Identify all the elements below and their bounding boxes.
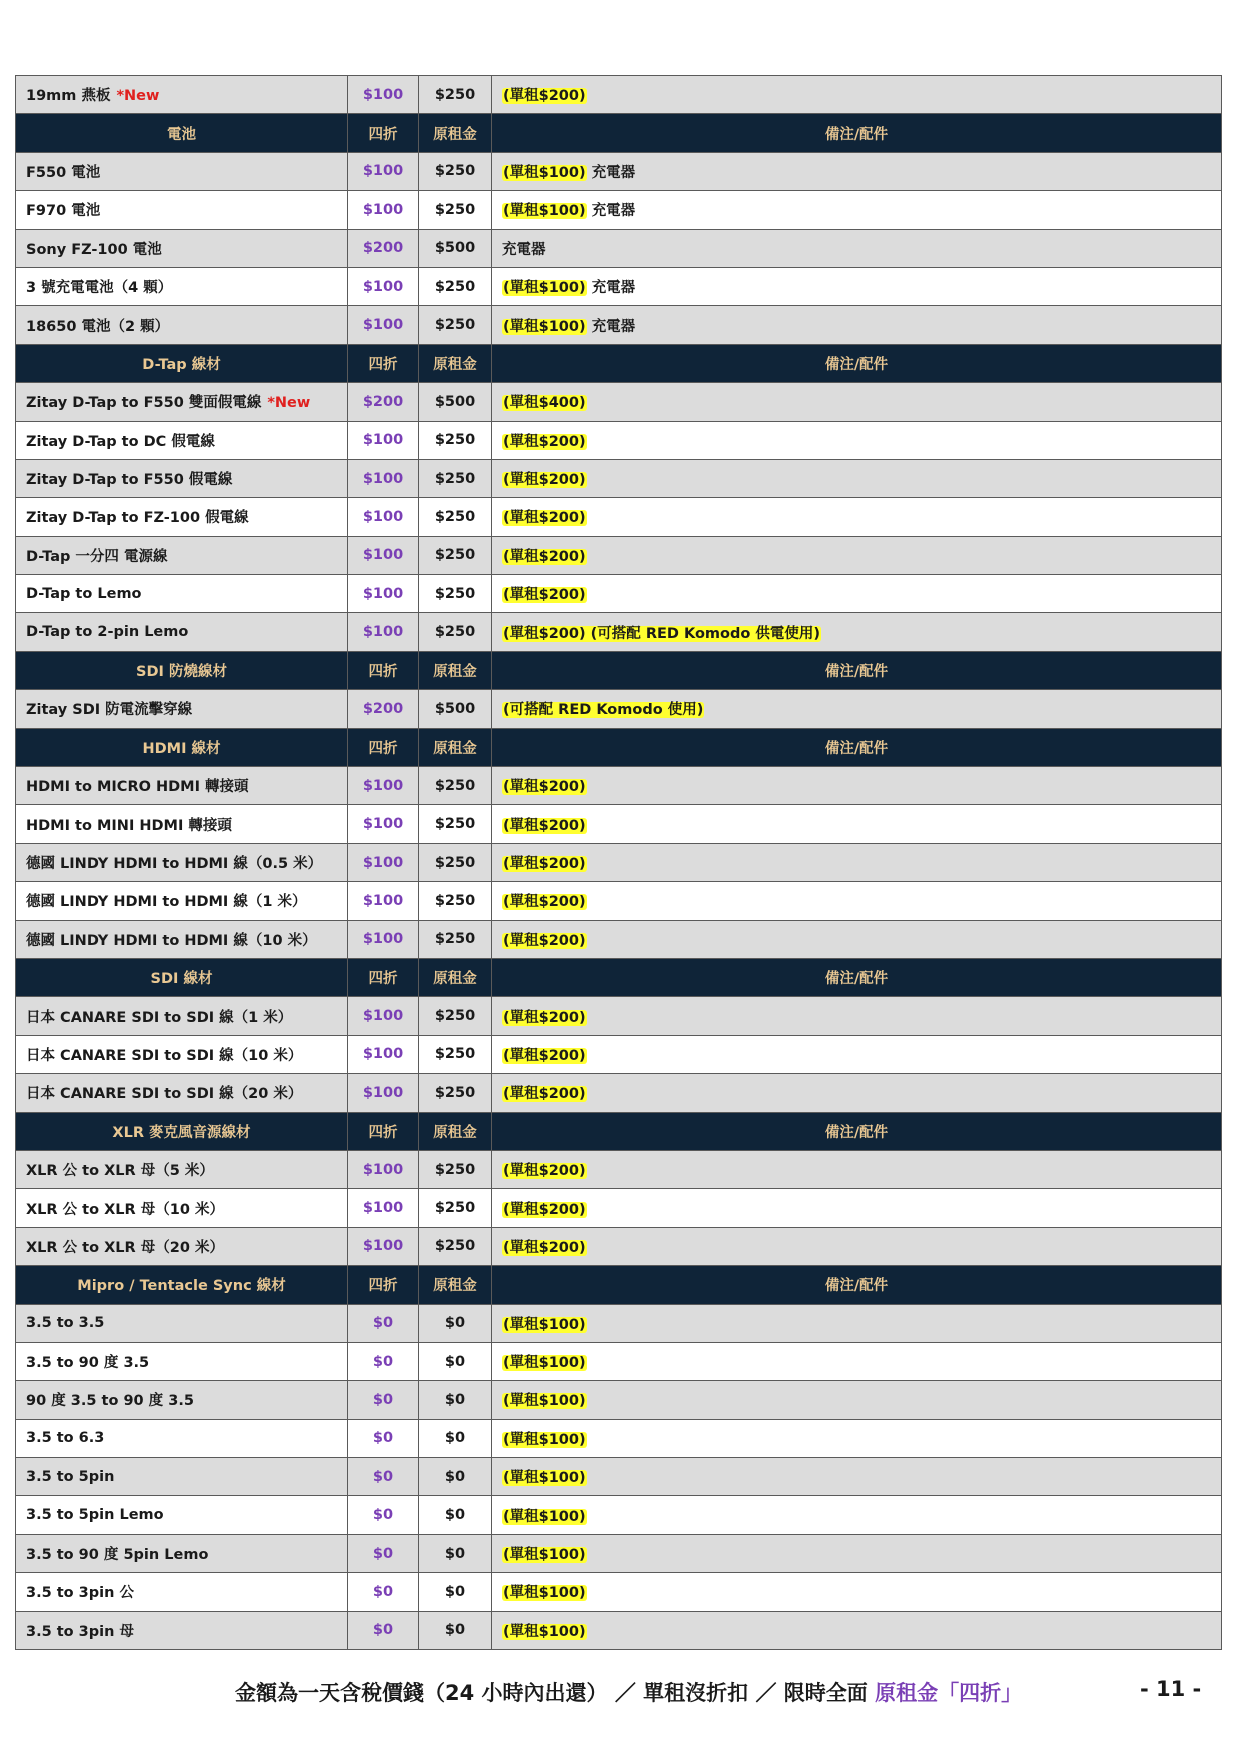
item-name (16, 1074, 348, 1112)
item-name (16, 997, 348, 1035)
single-rent-price: (單租$200) (503, 548, 586, 565)
footer-text: 金額為一天含稅價錢（24 小時內出還） ／ 單租沒折扣 ／ 限時全面 (235, 1681, 868, 1705)
single-rent-price: (單租$100) (503, 1585, 586, 1602)
notes-cell (492, 843, 1222, 881)
column-header-notes: 備注/配件 (492, 728, 1222, 766)
single-rent-price: (單租$400) (503, 395, 586, 412)
single-rent-price: (可搭配 RED Komodo 使用) (503, 702, 704, 719)
table-row (16, 843, 1222, 881)
item-name-text: 90 度 3.5 to 90 度 3.5 (26, 1393, 194, 1410)
notes-cell (492, 498, 1222, 536)
section-title: D-Tap 線材 (16, 344, 348, 382)
item-name (16, 191, 348, 229)
item-name (16, 1150, 348, 1188)
discount-price: $100 (348, 459, 419, 497)
discount-price: $100 (348, 882, 419, 920)
item-name-text: Zitay D-Tap to DC 假電線 (26, 433, 215, 450)
item-name (16, 306, 348, 344)
table-row (16, 1342, 1222, 1380)
single-rent-price: (單租$200) (503, 88, 586, 105)
discount-price: $100 (348, 1150, 419, 1188)
original-price: $250 (419, 575, 492, 613)
discount-price: $0 (348, 1419, 419, 1457)
original-price: $250 (419, 767, 492, 805)
section-header-row (16, 651, 1222, 689)
notes-cell (492, 1150, 1222, 1188)
item-name-text: 3.5 to 3pin 公 (26, 1585, 134, 1602)
notes-cell (492, 1227, 1222, 1265)
discount-price: $100 (348, 613, 419, 651)
new-badge: *New (116, 88, 160, 105)
notes-cell (492, 1342, 1222, 1380)
notes-cell (492, 1496, 1222, 1534)
item-name-text: XLR 公 to XLR 母（5 米） (26, 1163, 214, 1180)
single-rent-price: (單租$200) (503, 587, 586, 604)
original-price: $0 (419, 1611, 492, 1649)
notes-cell (492, 1035, 1222, 1073)
table-row (16, 1227, 1222, 1265)
single-rent-price: (單租$200) (503, 433, 586, 450)
table-row (16, 459, 1222, 497)
table-row (16, 1458, 1222, 1496)
notes-cell (492, 1534, 1222, 1572)
new-badge: *New (267, 395, 311, 412)
single-rent-price: (單租$200) (503, 856, 586, 872)
column-header-notes: 備注/配件 (492, 344, 1222, 382)
table-row (16, 805, 1222, 843)
discount-price: $200 (348, 383, 419, 421)
original-price: $0 (419, 1304, 492, 1342)
table-row (16, 536, 1222, 574)
table-row (16, 383, 1222, 421)
single-rent-price: (單租$200) (503, 932, 586, 949)
discount-price: $0 (348, 1534, 419, 1572)
column-header-discount: 四折 (348, 1266, 419, 1304)
item-name-text: 3.5 to 6.3 (26, 1430, 105, 1447)
page-footer (0, 1677, 1240, 1707)
discount-price: $100 (348, 575, 419, 613)
single-rent-price: (單租$200) (503, 1163, 586, 1180)
table-row (16, 152, 1222, 190)
table-row (16, 1381, 1222, 1419)
footer-note (235, 1677, 1022, 1707)
item-name-text: 3.5 to 90 度 3.5 (26, 1355, 150, 1372)
column-header-notes: 備注/配件 (492, 1112, 1222, 1150)
notes-cell (492, 1573, 1222, 1611)
discount-price: $0 (348, 1304, 419, 1342)
notes-cell (492, 613, 1222, 651)
notes-cell (492, 690, 1222, 728)
column-header-original: 原租金 (419, 114, 492, 152)
discount-price: $100 (348, 76, 419, 114)
original-price: $250 (419, 1074, 492, 1112)
column-header-notes: 備注/配件 (492, 114, 1222, 152)
item-name-text: 3 號充電電池（4 顆） (26, 280, 173, 297)
notes-cell (492, 1074, 1222, 1112)
table-row (16, 1496, 1222, 1534)
table-row (16, 575, 1222, 613)
item-name (16, 76, 348, 114)
table-row (16, 76, 1222, 114)
item-name-text: D-Tap 一分四 電源線 (26, 548, 168, 565)
table-row (16, 1035, 1222, 1073)
table-row (16, 882, 1222, 920)
rental-price-table (15, 75, 1222, 1650)
table-row (16, 1189, 1222, 1227)
item-name (16, 536, 348, 574)
original-price: $250 (419, 536, 492, 574)
original-price: $0 (419, 1573, 492, 1611)
table-row (16, 498, 1222, 536)
original-price: $0 (419, 1381, 492, 1419)
column-header-original: 原租金 (419, 958, 492, 996)
discount-price: $100 (348, 152, 419, 190)
discount-price: $0 (348, 1458, 419, 1496)
table-row (16, 229, 1222, 267)
section-header-row (16, 344, 1222, 382)
item-name-text: Zitay D-Tap to F550 假電線 (26, 472, 233, 489)
item-name (16, 1611, 348, 1649)
single-rent-price: (單租$100) (503, 1316, 586, 1333)
single-rent-price: (單租$100) (503, 164, 586, 181)
section-header-row (16, 728, 1222, 766)
single-rent-price: (單租$200) (503, 779, 586, 796)
discount-price: $100 (348, 1074, 419, 1112)
notes-cell (492, 1381, 1222, 1419)
item-name (16, 613, 348, 651)
notes-cell (492, 267, 1222, 305)
section-header-row (16, 114, 1222, 152)
notes-cell (492, 1458, 1222, 1496)
section-title: SDI 防燒線材 (16, 651, 348, 689)
table-row (16, 1074, 1222, 1112)
discount-price: $100 (348, 1035, 419, 1073)
accessory-note: 充電器 (591, 318, 636, 335)
discount-price: $0 (348, 1381, 419, 1419)
item-name (16, 1534, 348, 1572)
item-name-text: XLR 公 to XLR 母（20 米） (26, 1239, 224, 1256)
notes-cell (492, 805, 1222, 843)
original-price: $250 (419, 613, 492, 651)
item-name-text: 日本 CANARE SDI to SDI 線（1 米） (26, 1009, 293, 1026)
discount-price: $100 (348, 536, 419, 574)
item-name (16, 1304, 348, 1342)
single-rent-price: (單租$200) (503, 510, 586, 527)
original-price: $0 (419, 1534, 492, 1572)
table-row (16, 1419, 1222, 1457)
column-header-discount: 四折 (348, 114, 419, 152)
table-row (16, 1573, 1222, 1611)
single-rent-price: (單租$200) (503, 1047, 586, 1064)
table-row (16, 690, 1222, 728)
original-price: $250 (419, 76, 492, 114)
item-name-text: F970 電池 (26, 203, 101, 220)
notes-cell (492, 191, 1222, 229)
column-header-discount: 四折 (348, 1112, 419, 1150)
footer-promo: 原租金「四折」 (875, 1681, 1023, 1705)
item-name (16, 767, 348, 805)
item-name-text: 3.5 to 5pin (26, 1468, 115, 1485)
original-price: $250 (419, 152, 492, 190)
table-row (16, 1150, 1222, 1188)
notes-cell (492, 1304, 1222, 1342)
accessory-note: 充電器 (502, 241, 546, 258)
original-price: $0 (419, 1496, 492, 1534)
discount-price: $100 (348, 267, 419, 305)
discount-price: $200 (348, 229, 419, 267)
item-name (16, 229, 348, 267)
item-name-text: 德國 LINDY HDMI to HDMI 線（10 米） (26, 932, 317, 949)
single-rent-price: (單租$100) (503, 1623, 586, 1640)
section-header-row (16, 1266, 1222, 1304)
table-row (16, 1534, 1222, 1572)
item-name-text: F550 電池 (26, 164, 101, 181)
original-price: $0 (419, 1342, 492, 1380)
notes-cell (492, 1189, 1222, 1227)
accessory-note: 充電器 (591, 203, 636, 220)
discount-price: $100 (348, 843, 419, 881)
section-title: SDI 線材 (16, 958, 348, 996)
section-header-row (16, 1112, 1222, 1150)
item-name-text: 日本 CANARE SDI to SDI 線（10 米） (26, 1047, 303, 1064)
notes-cell (492, 1419, 1222, 1457)
discount-price: $0 (348, 1573, 419, 1611)
discount-price: $100 (348, 805, 419, 843)
item-name (16, 1035, 348, 1073)
notes-cell (492, 920, 1222, 958)
single-rent-price: (單租$200) (503, 1239, 586, 1256)
section-title: Mipro / Tentacle Sync 線材 (16, 1266, 348, 1304)
table-row (16, 1611, 1222, 1649)
item-name-text: 3.5 to 3.5 (26, 1315, 105, 1332)
section-title: 電池 (16, 114, 348, 152)
item-name (16, 1573, 348, 1611)
original-price: $500 (419, 690, 492, 728)
item-name-text: HDMI to MICRO HDMI 轉接頭 (26, 779, 249, 796)
item-name-text: 18650 電池（2 顆） (26, 318, 170, 335)
original-price: $500 (419, 229, 492, 267)
table-row (16, 267, 1222, 305)
column-header-original: 原租金 (419, 1266, 492, 1304)
single-rent-price: (單租$200) (503, 894, 586, 911)
item-name-text: 3.5 to 90 度 5pin Lemo (26, 1547, 209, 1564)
notes-cell (492, 1611, 1222, 1649)
item-name (16, 1496, 348, 1534)
column-header-discount: 四折 (348, 958, 419, 996)
column-header-notes: 備注/配件 (492, 1266, 1222, 1304)
item-name (16, 421, 348, 459)
single-rent-price: (單租$200) (可搭配 RED Komodo 供電使用) (503, 625, 821, 642)
notes-cell (492, 997, 1222, 1035)
notes-cell (492, 767, 1222, 805)
discount-price: $100 (348, 767, 419, 805)
notes-cell (492, 459, 1222, 497)
item-name-text: D-Tap to 2-pin Lemo (26, 624, 189, 641)
accessory-note: 充電器 (591, 280, 636, 297)
item-name (16, 690, 348, 728)
original-price: $500 (419, 383, 492, 421)
column-header-discount: 四折 (348, 728, 419, 766)
table-row (16, 767, 1222, 805)
discount-price: $100 (348, 498, 419, 536)
single-rent-price: (單租$100) (503, 1470, 586, 1487)
single-rent-price: (單租$100) (503, 318, 586, 335)
accessory-note: 充電器 (591, 164, 636, 181)
single-rent-price: (單租$200) (503, 472, 586, 489)
column-header-discount: 四折 (348, 344, 419, 382)
item-name (16, 459, 348, 497)
discount-price: $0 (348, 1611, 419, 1649)
original-price: $250 (419, 1227, 492, 1265)
notes-cell (492, 229, 1222, 267)
discount-price: $100 (348, 997, 419, 1035)
item-name-text: 3.5 to 5pin Lemo (26, 1507, 164, 1524)
original-price: $250 (419, 997, 492, 1035)
notes-cell (492, 536, 1222, 574)
discount-price: $100 (348, 1227, 419, 1265)
original-price: $250 (419, 191, 492, 229)
item-name-text: Zitay SDI 防電流擊穿線 (26, 702, 193, 719)
item-name (16, 575, 348, 613)
item-name (16, 1227, 348, 1265)
original-price: $250 (419, 920, 492, 958)
table-row (16, 613, 1222, 651)
item-name-text: 3.5 to 3pin 母 (26, 1623, 134, 1640)
discount-price: $100 (348, 1189, 419, 1227)
discount-price: $200 (348, 690, 419, 728)
item-name (16, 920, 348, 958)
item-name (16, 1419, 348, 1457)
column-header-original: 原租金 (419, 651, 492, 689)
table-row (16, 920, 1222, 958)
item-name (16, 1458, 348, 1496)
item-name-text: Zitay D-Tap to FZ-100 假電線 (26, 510, 249, 527)
notes-cell (492, 306, 1222, 344)
page-number: - 11 - (1140, 1677, 1202, 1701)
notes-cell (492, 152, 1222, 190)
single-rent-price: (單租$100) (503, 1431, 586, 1448)
table-row (16, 1304, 1222, 1342)
original-price: $250 (419, 1150, 492, 1188)
single-rent-price: (單租$100) (503, 1393, 586, 1410)
item-name (16, 1381, 348, 1419)
item-name-text: HDMI to MINI HDMI 轉接頭 (26, 817, 232, 834)
item-name (16, 805, 348, 843)
discount-price: $100 (348, 191, 419, 229)
original-price: $250 (419, 882, 492, 920)
table-row (16, 306, 1222, 344)
item-name-text: Zitay D-Tap to F550 雙面假電線 (26, 395, 262, 412)
original-price: $250 (419, 1189, 492, 1227)
item-name (16, 267, 348, 305)
item-name-text: 19mm 燕板 (26, 88, 111, 105)
item-name (16, 1342, 348, 1380)
discount-price: $0 (348, 1342, 419, 1380)
item-name-text: XLR 公 to XLR 母（10 米） (26, 1201, 224, 1218)
single-rent-price: (單租$200) (503, 817, 586, 834)
table-row (16, 191, 1222, 229)
item-name (16, 383, 348, 421)
item-name-text: Sony FZ-100 電池 (26, 241, 162, 258)
original-price: $250 (419, 498, 492, 536)
notes-cell (492, 882, 1222, 920)
single-rent-price: (單租$100) (503, 1355, 586, 1372)
original-price: $250 (419, 459, 492, 497)
notes-cell (492, 383, 1222, 421)
item-name-text: 日本 CANARE SDI to SDI 線（20 米） (26, 1086, 303, 1103)
single-rent-price: (單租$100) (503, 1508, 586, 1525)
original-price: $250 (419, 267, 492, 305)
discount-price: $100 (348, 306, 419, 344)
item-name (16, 1189, 348, 1227)
original-price: $250 (419, 805, 492, 843)
column-header-original: 原租金 (419, 1112, 492, 1150)
section-header-row (16, 958, 1222, 996)
single-rent-price: (單租$200) (503, 1086, 586, 1103)
item-name (16, 882, 348, 920)
discount-price: $0 (348, 1496, 419, 1534)
discount-price: $100 (348, 920, 419, 958)
single-rent-price: (單租$100) (503, 280, 586, 297)
item-name (16, 152, 348, 190)
column-header-notes: 備注/配件 (492, 651, 1222, 689)
section-title: HDMI 線材 (16, 728, 348, 766)
column-header-original: 原租金 (419, 728, 492, 766)
rental-price-table-body (16, 76, 1222, 1650)
notes-cell (492, 76, 1222, 114)
section-title: XLR 麥克風音源線材 (16, 1112, 348, 1150)
original-price: $0 (419, 1458, 492, 1496)
notes-cell (492, 575, 1222, 613)
column-header-discount: 四折 (348, 651, 419, 689)
single-rent-price: (單租$100) (503, 203, 586, 220)
item-name-text: 德國 LINDY HDMI to HDMI 線（1 米） (26, 894, 307, 911)
original-price: $0 (419, 1419, 492, 1457)
discount-price: $100 (348, 421, 419, 459)
single-rent-price: (單租$200) (503, 1009, 586, 1026)
notes-cell (492, 421, 1222, 459)
item-name (16, 498, 348, 536)
item-name (16, 843, 348, 881)
item-name-text: 德國 LINDY HDMI to HDMI 線（0.5 米） (26, 856, 323, 872)
column-header-original: 原租金 (419, 344, 492, 382)
original-price: $250 (419, 306, 492, 344)
item-name-text: D-Tap to Lemo (26, 585, 142, 602)
column-header-notes: 備注/配件 (492, 958, 1222, 996)
original-price: $250 (419, 843, 492, 881)
original-price: $250 (419, 1035, 492, 1073)
original-price: $250 (419, 421, 492, 459)
single-rent-price: (單租$100) (503, 1547, 586, 1564)
single-rent-price: (單租$200) (503, 1201, 586, 1218)
table-row (16, 421, 1222, 459)
table-row (16, 997, 1222, 1035)
